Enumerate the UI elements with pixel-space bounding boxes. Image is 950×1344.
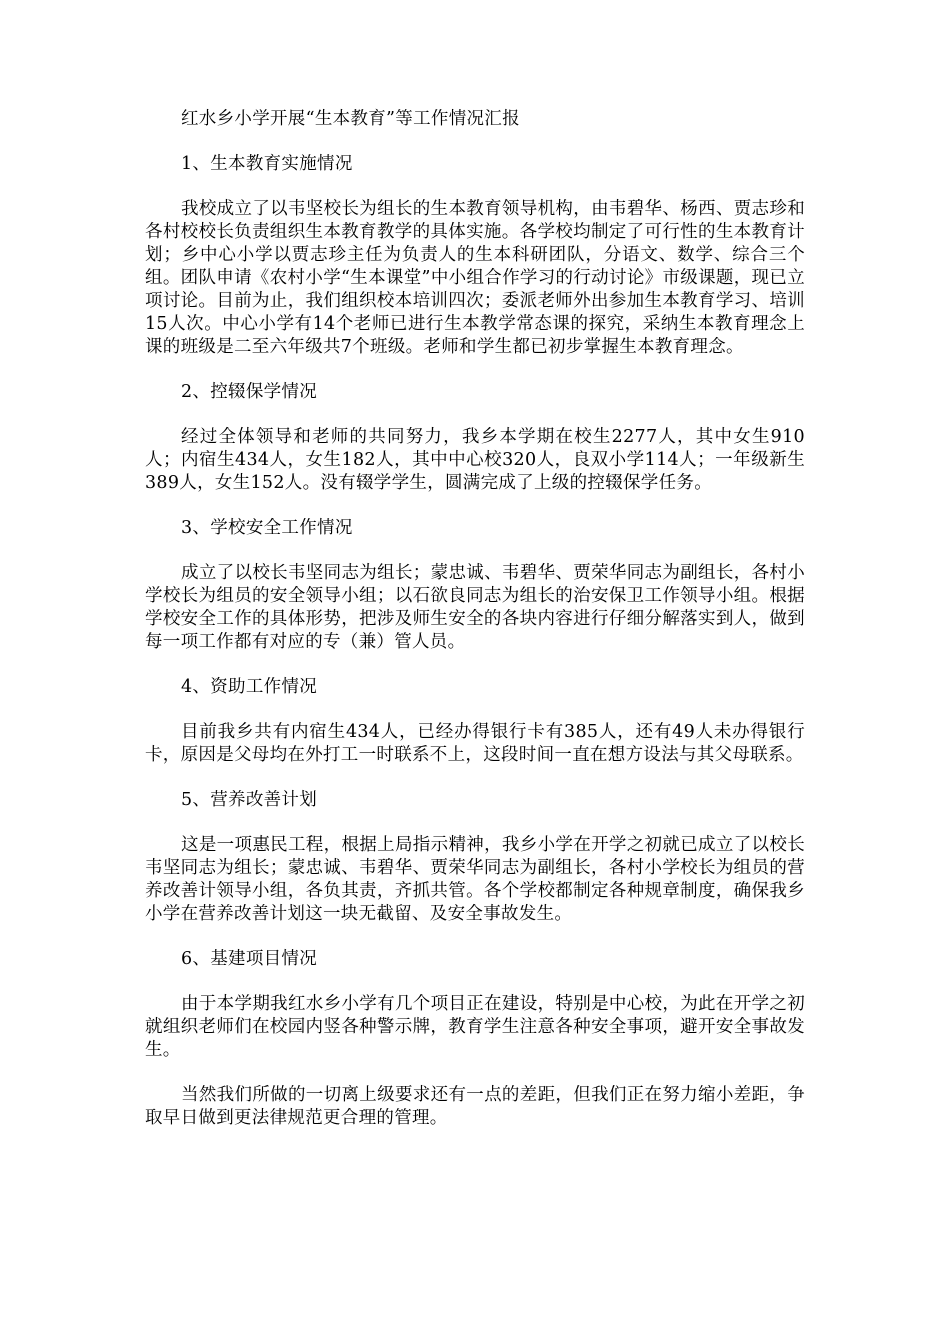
- section-body-4: 目前我乡共有内宿生434人，已经办得银行卡有385人，还有49人未办得银行卡，原因是父母均在外打工一时联系不上，这段时间一直在想方设法与其父母联系。: [145, 722, 805, 765]
- section-heading-4: 4、资助工作情况: [181, 677, 318, 697]
- section-heading-5: 5、营养改善计划: [181, 790, 318, 810]
- section-body-3: 成立了以校长韦坚同志为组长；蒙忠诚、韦碧华、贾荣华同志为副组长，各村小学校长为组员的安全领导小组；以石欲良同志为组长的治安保卫工作领导小组。根据学校安全工作的具体形势，把涉及师生安全的各块内容进行仔细分解落实到人，做到每一项工作都有对应的专（兼）管人员。: [145, 563, 805, 652]
- section-heading-2: 2、控辍保学情况: [181, 382, 318, 402]
- section-heading-1: 1、生本教育实施情况: [181, 154, 353, 174]
- closing-paragraph: 当然我们所做的一切离上级要求还有一点的差距，但我们正在努力缩小差距，争取早日做到更法律规范更合理的管理。: [145, 1085, 805, 1128]
- section-body-2: 经过全体领导和老师的共同努力，我乡本学期在校生2277人，其中女生910人；内宿生434人，女生182人，其中中心校320人，良双小学114人；一年级新生389人，女生152人。没有辍学学生，圆满完成了上级的控辍保学任务。: [145, 427, 805, 493]
- document-title: 红水乡小学开展“生本教育”等工作情况汇报: [181, 109, 520, 129]
- section-body-5: 这是一项惠民工程，根据上局指示精神，我乡小学在开学之初就已成立了以校长韦坚同志为组长；蒙忠诚、韦碧华、贾荣华同志为副组长，各村小学校长为组员的营养改善计领导小组，各负其责，齐抓共管。各个学校都制定各种规章制度，确保我乡小学在营养改善计划这一块无截留、及安全事故发生。: [145, 835, 805, 924]
- document-page: [145, 108, 805, 1152]
- section-heading-6: 6、基建项目情况: [181, 949, 318, 969]
- section-body-1: 我校成立了以韦坚校长为组长的生本教育领导机构，由韦碧华、杨西、贾志珍和各村校校长负责组织生本教育教学的具体实施。各学校均制定了可行性的生本教育计划；乡中心小学以贾志珍主任为负责人的生本科研团队，分语文、数学、综合三个组。团队申请《农村小学“生本课堂”中小组合作学习的行动讨论》市级课题，现已立项讨论。目前为止，我们组织校本培训四次；委派老师外出参加生本教育学习、培训15人次。中心小学有14个老师已进行生本教学常态课的探究，采纳生本教育理念上课的班级是二至六年级共7个班级。老师和学生都已初步掌握生本教育理念。: [145, 199, 805, 357]
- section-heading-3: 3、学校安全工作情况: [181, 518, 353, 538]
- section-body-6: 由于本学期我红水乡小学有几个项目正在建设，特别是中心校，为此在开学之初就组织老师们在校园内竖各种警示牌，教育学生注意各种安全事项，避开安全事故发生。: [145, 994, 805, 1060]
